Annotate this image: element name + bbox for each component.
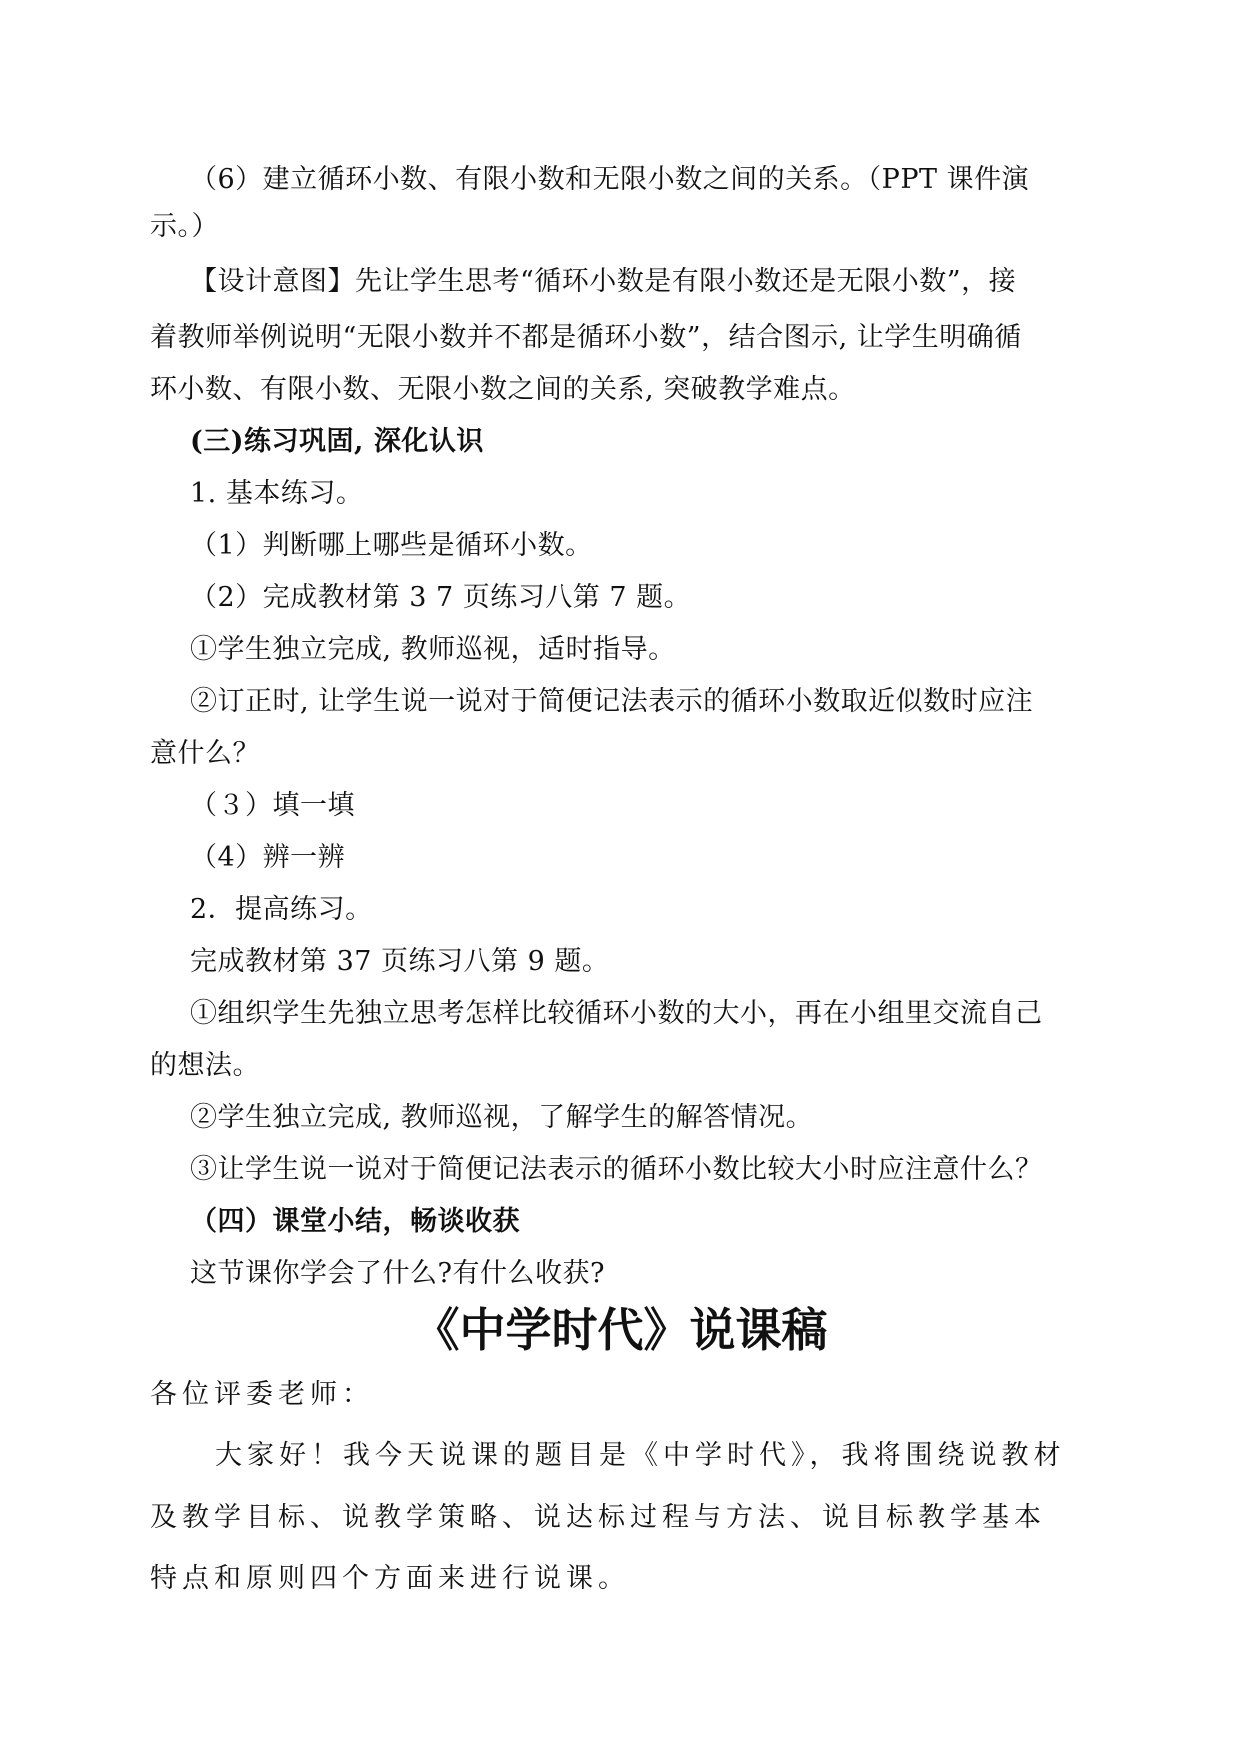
essay-title: 《中学时代》说课稿 xyxy=(413,1303,828,1357)
advanced-step-3: ③让学生说一说对于简便记法表示的循环小数比较大小时应注意什么？ xyxy=(190,1154,1043,1185)
basic-item-4: （4）辨一辨 xyxy=(190,842,346,873)
advanced-step-1-line-2: 的想法。 xyxy=(150,1050,260,1081)
item-6-line-2: 示。） xyxy=(150,211,219,242)
basic-item-2: （2）完成教材第 3 7 页练习八第 7 题。 xyxy=(190,582,692,613)
salutation: 各位评委老师： xyxy=(150,1379,374,1410)
intro-line-1: 大家好！我今天说课的题目是《中学时代》，我将围绕说教材 xyxy=(215,1440,1066,1471)
advanced-step-2: ②学生独立完成, 教师巡视，了解学生的解答情况。 xyxy=(190,1102,814,1133)
basic-item-2-step-2-line-1: ②订正时, 让学生说一说对于简便记法表示的循环小数取近似数时应注 xyxy=(190,686,1034,717)
basic-item-1: （1）判断哪上哪些是循环小数。 xyxy=(190,530,593,561)
intro-line-2: 及教学目标、说教学策略、说达标过程与方法、说目标教学基本 xyxy=(150,1502,1046,1533)
basic-item-3: （３）填一填 xyxy=(190,790,355,821)
basic-item-2-step-2-line-2: 意什么？ xyxy=(150,738,260,769)
advanced-task: 完成教材第 37 页练习八第 9 题。 xyxy=(190,946,610,977)
design-intent-line-2: 着教师举例说明“无限小数并不都是循环小数”，结合图示, 让学生明确循 xyxy=(150,322,1022,353)
summary-question: 这节课你学会了什么?有什么收获? xyxy=(190,1258,605,1289)
section-3-heading: (三)练习巩固, 深化认识 xyxy=(190,426,484,457)
basic-practice-heading: 1. 基本练习。 xyxy=(190,478,364,509)
intro-line-3: 特点和原则四个方面来进行说课。 xyxy=(150,1563,630,1594)
section-4-heading: （四）课堂小结，畅谈收获 xyxy=(190,1206,520,1237)
item-6-line-1: （6）建立循环小数、有限小数和无限小数之间的关系。（PPT 课件演 xyxy=(190,164,1030,195)
advanced-step-1-line-1: ①组织学生先独立思考怎样比较循环小数的大小，再在小组里交流自己 xyxy=(190,998,1043,1029)
design-intent-line-1: 【设计意图】先让学生思考“循环小数是有限小数还是无限小数”，接 xyxy=(190,266,1017,297)
advanced-practice-heading: 2．提高练习。 xyxy=(190,894,373,925)
design-intent-line-3: 环小数、有限小数、无限小数之间的关系, 突破教学难点。 xyxy=(150,374,856,405)
basic-item-2-step-1: ①学生独立完成, 教师巡视，适时指导。 xyxy=(190,634,676,665)
